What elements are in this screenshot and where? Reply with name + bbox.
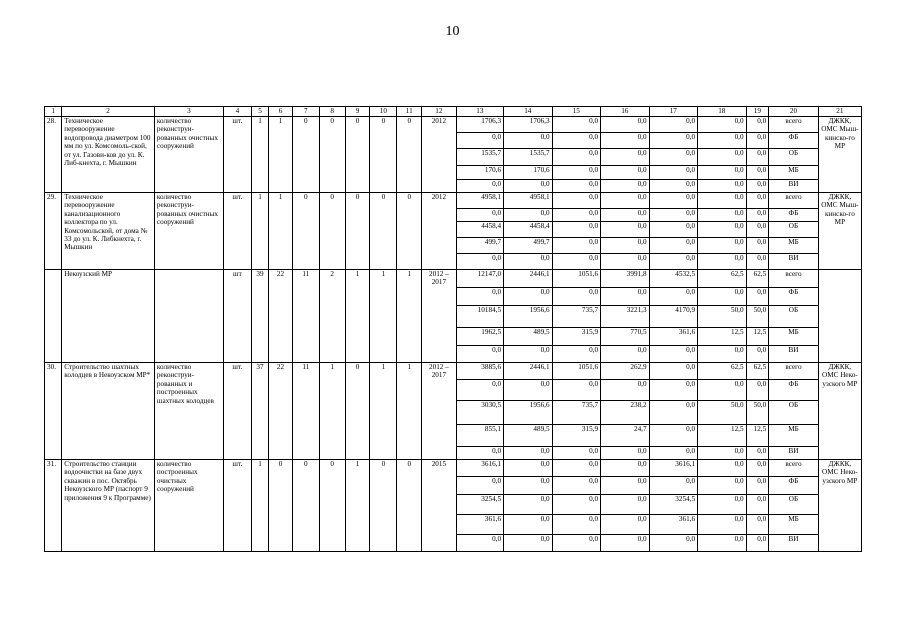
indicator-value: 2 <box>319 270 345 363</box>
amount-cell: 50,0 <box>746 401 769 425</box>
amount-cell: 1962,5 <box>456 328 503 346</box>
amount-cell: 0,0 <box>746 447 769 460</box>
funding-source: всего <box>769 270 819 288</box>
amount-cell: 1535,7 <box>456 149 503 166</box>
amount-cell: 3254,5 <box>649 495 698 515</box>
header-cell-13: 13 <box>456 107 503 117</box>
funding-source: ВИ <box>769 535 819 552</box>
item-number <box>45 270 62 363</box>
funding-source: МБ <box>769 328 819 346</box>
amount-cell: 62,5 <box>746 270 769 288</box>
amount-cell: 0,0 <box>649 238 698 254</box>
amount-cell: 315,9 <box>552 425 601 447</box>
amount-cell: 0,0 <box>456 209 503 222</box>
indicator-value: 0 <box>397 460 422 552</box>
indicator-value: 0 <box>292 117 319 193</box>
amount-cell: 1051,6 <box>552 363 601 380</box>
indicator-value: 1 <box>345 270 370 363</box>
unit: шт. <box>223 460 251 552</box>
amount-cell: 4958,1 <box>504 193 553 209</box>
amount-cell: 0,0 <box>456 133 503 149</box>
amount-cell: 0,0 <box>698 495 747 515</box>
item-number: 30. <box>45 363 62 460</box>
header-cell-9: 9 <box>345 107 370 117</box>
indicator-value: 1 <box>251 193 268 270</box>
amount-cell: 0,0 <box>601 447 650 460</box>
amount-cell: 0,0 <box>649 254 698 270</box>
amount-cell: 0,0 <box>504 495 553 515</box>
header-cell-20: 20 <box>769 107 819 117</box>
amount-cell: 0,0 <box>601 149 650 166</box>
indicator-value: 0 <box>345 363 370 460</box>
indicator-value: 0 <box>269 460 293 552</box>
amount-cell: 3616,1 <box>456 460 503 477</box>
amount-cell: 0,0 <box>456 477 503 495</box>
indicator-value: 1 <box>345 460 370 552</box>
amount-cell: 0,0 <box>552 209 601 222</box>
year: 2012 <box>422 193 456 270</box>
amount-cell: 0,0 <box>552 133 601 149</box>
amount-cell: 0,0 <box>649 117 698 133</box>
amount-cell: 0,0 <box>601 209 650 222</box>
indicator-value: 0 <box>370 117 397 193</box>
amount-cell: 0,0 <box>746 149 769 166</box>
executor <box>818 270 861 363</box>
measure-name: Техническое перевооружение водопровода диаметром 100 мм по ул. Комсомоль-ской, от ул. Газови-ков до ул. К. Либ-кнехта, г. Мышкин <box>62 117 155 193</box>
amount-cell: 0,0 <box>504 288 553 306</box>
amount-cell: 489,5 <box>504 425 553 447</box>
indicator-value: 1 <box>397 270 422 363</box>
table-row <box>45 193 862 209</box>
amount-cell: 0,0 <box>649 180 698 193</box>
amount-cell: 0,0 <box>746 238 769 254</box>
amount-cell: 0,0 <box>601 460 650 477</box>
funding-source: ФБ <box>769 209 819 222</box>
amount-cell: 4170,9 <box>649 306 698 328</box>
amount-cell: 0,0 <box>698 346 747 363</box>
funding-source: ФБ <box>769 380 819 401</box>
amount-cell: 2446,1 <box>504 270 553 288</box>
amount-cell: 1706,3 <box>504 117 553 133</box>
indicator-value: 0 <box>397 117 422 193</box>
amount-cell: 0,0 <box>649 166 698 180</box>
header-cell-11: 11 <box>397 107 422 117</box>
amount-cell: 0,0 <box>601 222 650 238</box>
indicator-value: 1 <box>370 270 397 363</box>
unit: шт. <box>223 363 251 460</box>
indicator-name <box>154 270 223 363</box>
indicator-value: 0 <box>370 193 397 270</box>
funding-source: ОБ <box>769 306 819 328</box>
amount-cell: 0,0 <box>552 380 601 401</box>
amount-cell: 0,0 <box>649 346 698 363</box>
amount-cell: 3616,1 <box>649 460 698 477</box>
header-cell-14: 14 <box>504 107 553 117</box>
header-row <box>45 107 862 117</box>
amount-cell: 735,7 <box>552 401 601 425</box>
amount-cell: 0,0 <box>456 447 503 460</box>
funding-source: всего <box>769 363 819 380</box>
amount-cell: 3885,6 <box>456 363 503 380</box>
header-cell-5: 5 <box>251 107 268 117</box>
amount-cell: 0,0 <box>601 166 650 180</box>
measure-name: Техническое перевооружение канализационного коллектора по ул. Комсомольской, от дома № 33 до ул. К. Либкнехта, г. Мышкин <box>62 193 155 270</box>
funding-source: ОБ <box>769 401 819 425</box>
indicator-value: 1 <box>269 193 293 270</box>
amount-cell: 12147,0 <box>456 270 503 288</box>
amount-cell: 0,0 <box>698 238 747 254</box>
amount-cell: 0,0 <box>698 133 747 149</box>
amount-cell: 0,0 <box>456 254 503 270</box>
header-cell-2: 2 <box>62 107 155 117</box>
table-row <box>45 117 862 133</box>
amount-cell: 0,0 <box>698 515 747 535</box>
amount-cell: 4958,1 <box>456 193 503 209</box>
table-row <box>45 363 862 380</box>
indicator-value: 0 <box>319 117 345 193</box>
amount-cell: 0,0 <box>601 495 650 515</box>
amount-cell: 0,0 <box>698 447 747 460</box>
indicator-value: 39 <box>251 270 268 363</box>
amount-cell: 0,0 <box>601 515 650 535</box>
amount-cell: 0,0 <box>698 193 747 209</box>
year: 2015 <box>422 460 456 552</box>
unit: шт. <box>223 193 251 270</box>
header-cell-16: 16 <box>601 107 650 117</box>
amount-cell: 0,0 <box>746 460 769 477</box>
measure-name: Некоузский МР <box>62 270 155 363</box>
funding-source: всего <box>769 460 819 477</box>
unit: шт. <box>223 117 251 193</box>
header-cell-18: 18 <box>698 107 747 117</box>
indicator-value: 1 <box>370 363 397 460</box>
amount-cell: 0,0 <box>649 363 698 380</box>
amount-cell: 0,0 <box>698 209 747 222</box>
amount-cell: 4458,4 <box>504 222 553 238</box>
amount-cell: 0,0 <box>649 193 698 209</box>
amount-cell: 4532,5 <box>649 270 698 288</box>
funding-source: всего <box>769 117 819 133</box>
amount-cell: 0,0 <box>552 477 601 495</box>
amount-cell: 0,0 <box>649 447 698 460</box>
indicator-value: 1 <box>251 117 268 193</box>
amount-cell: 0,0 <box>746 346 769 363</box>
amount-cell: 0,0 <box>504 380 553 401</box>
funding-source: ОБ <box>769 149 819 166</box>
header-cell-10: 10 <box>370 107 397 117</box>
amount-cell: 0,0 <box>746 477 769 495</box>
funding-source: ОБ <box>769 495 819 515</box>
amount-cell: 0,0 <box>601 254 650 270</box>
amount-cell: 0,0 <box>504 254 553 270</box>
amount-cell: 0,0 <box>601 288 650 306</box>
header-cell-3: 3 <box>154 107 223 117</box>
amount-cell: 361,6 <box>456 515 503 535</box>
header-cell-1: 1 <box>45 107 62 117</box>
amount-cell: 3221,3 <box>601 306 650 328</box>
amount-cell: 0,0 <box>456 288 503 306</box>
amount-cell: 0,0 <box>698 380 747 401</box>
item-number: 29. <box>45 193 62 270</box>
amount-cell: 170,6 <box>504 166 553 180</box>
amount-cell: 0,0 <box>552 149 601 166</box>
amount-cell: 0,0 <box>698 477 747 495</box>
amount-cell: 50,0 <box>698 401 747 425</box>
amount-cell: 0,0 <box>601 238 650 254</box>
amount-cell: 0,0 <box>456 535 503 552</box>
funding-source: МБ <box>769 238 819 254</box>
item-number: 31. <box>45 460 62 552</box>
amount-cell: 0,0 <box>601 380 650 401</box>
amount-cell: 0,0 <box>698 460 747 477</box>
table-body <box>45 117 862 552</box>
amount-cell: 1956,6 <box>504 401 553 425</box>
amount-cell: 12,5 <box>746 328 769 346</box>
amount-cell: 0,0 <box>504 180 553 193</box>
amount-cell: 0,0 <box>552 346 601 363</box>
funding-source: ФБ <box>769 288 819 306</box>
funding-source: ФБ <box>769 477 819 495</box>
amount-cell: 4458,4 <box>456 222 503 238</box>
amount-cell: 0,0 <box>504 477 553 495</box>
amount-cell: 0,0 <box>698 254 747 270</box>
item-number: 28. <box>45 117 62 193</box>
indicator-value: 0 <box>292 193 319 270</box>
amount-cell: 262,9 <box>601 363 650 380</box>
header-cell-7: 7 <box>292 107 319 117</box>
amount-cell: 0,0 <box>649 380 698 401</box>
header-cell-17: 17 <box>649 107 698 117</box>
amount-cell: 0,0 <box>698 180 747 193</box>
indicator-value: 11 <box>292 363 319 460</box>
amount-cell: 0,0 <box>649 222 698 238</box>
amount-cell: 0,0 <box>601 133 650 149</box>
indicator-value: 37 <box>251 363 268 460</box>
amount-cell: 0,0 <box>649 425 698 447</box>
amount-cell: 499,7 <box>456 238 503 254</box>
amount-cell: 0,0 <box>746 133 769 149</box>
indicator-value: 11 <box>292 270 319 363</box>
funding-source: МБ <box>769 166 819 180</box>
amount-cell: 24,7 <box>601 425 650 447</box>
amount-cell: 0,0 <box>504 209 553 222</box>
executor: ДЖКК, ОМС Неко-узского МР <box>818 363 861 460</box>
amount-cell: 0,0 <box>552 166 601 180</box>
amount-cell: 62,5 <box>746 363 769 380</box>
amount-cell: 0,0 <box>746 515 769 535</box>
amount-cell: 0,0 <box>456 380 503 401</box>
indicator-value: 0 <box>345 117 370 193</box>
amount-cell: 3254,5 <box>456 495 503 515</box>
amount-cell: 499,7 <box>504 238 553 254</box>
amount-cell: 0,0 <box>601 193 650 209</box>
amount-cell: 0,0 <box>649 401 698 425</box>
amount-cell: 0,0 <box>746 495 769 515</box>
indicator-value: 1 <box>269 117 293 193</box>
funding-source: ФБ <box>769 133 819 149</box>
amount-cell: 0,0 <box>746 166 769 180</box>
funding-source: ВИ <box>769 447 819 460</box>
amount-cell: 0,0 <box>504 535 553 552</box>
amount-cell: 0,0 <box>552 460 601 477</box>
amount-cell: 0,0 <box>698 166 747 180</box>
amount-cell: 0,0 <box>552 238 601 254</box>
amount-cell: 0,0 <box>746 288 769 306</box>
amount-cell: 50,0 <box>698 306 747 328</box>
amount-cell: 0,0 <box>456 346 503 363</box>
amount-cell: 0,0 <box>552 288 601 306</box>
amount-cell: 12,5 <box>746 425 769 447</box>
amount-cell: 12,5 <box>698 328 747 346</box>
amount-cell: 770,5 <box>601 328 650 346</box>
amount-cell: 0,0 <box>698 149 747 166</box>
indicator-value: 0 <box>370 460 397 552</box>
amount-cell: 0,0 <box>746 254 769 270</box>
amount-cell: 0,0 <box>746 222 769 238</box>
measure-name: Строительство шахтных колодцев в Некоузском МР* <box>62 363 155 460</box>
amount-cell: 0,0 <box>698 117 747 133</box>
unit: шт <box>223 270 251 363</box>
executor: ДЖКК, ОМС Мыш-кинско-го МР <box>818 117 861 193</box>
amount-cell: 0,0 <box>552 447 601 460</box>
indicator-value: 0 <box>345 193 370 270</box>
amount-cell: 0,0 <box>746 180 769 193</box>
amount-cell: 0,0 <box>552 535 601 552</box>
amount-cell: 1706,3 <box>456 117 503 133</box>
amount-cell: 361,6 <box>649 515 698 535</box>
amount-cell: 0,0 <box>649 149 698 166</box>
indicator-value: 22 <box>269 363 293 460</box>
year: 2012 – 2017 <box>422 270 456 363</box>
indicator-value: 1 <box>251 460 268 552</box>
amount-cell: 0,0 <box>649 288 698 306</box>
amount-cell: 0,0 <box>552 495 601 515</box>
amount-cell: 0,0 <box>601 535 650 552</box>
amount-cell: 361,6 <box>649 328 698 346</box>
funding-source: МБ <box>769 515 819 535</box>
amount-cell: 0,0 <box>649 535 698 552</box>
amount-cell: 0,0 <box>601 346 650 363</box>
indicator-value: 1 <box>397 363 422 460</box>
amount-cell: 0,0 <box>649 209 698 222</box>
header-cell-8: 8 <box>319 107 345 117</box>
amount-cell: 0,0 <box>504 447 553 460</box>
indicator-value: 0 <box>319 460 345 552</box>
year: 2012 – 2017 <box>422 363 456 460</box>
indicator-value: 1 <box>319 363 345 460</box>
amount-cell: 0,0 <box>552 193 601 209</box>
funding-source: ВИ <box>769 254 819 270</box>
amount-cell: 0,0 <box>649 477 698 495</box>
measure-name: Строительство станции водоочистки на базе двух скважин в пос. Октябрь Некоузского МР (паспорт 9 приложения 9 к Программе) <box>62 460 155 552</box>
amount-cell: 3030,5 <box>456 401 503 425</box>
table-row <box>45 460 862 477</box>
header-cell-6: 6 <box>269 107 293 117</box>
program-table <box>44 106 862 552</box>
year: 2012 <box>422 117 456 193</box>
amount-cell: 0,0 <box>504 515 553 535</box>
amount-cell: 62,5 <box>698 363 747 380</box>
indicator-name: количество реконструи-рованных и построенных шахтных колодцев <box>154 363 223 460</box>
amount-cell: 0,0 <box>649 133 698 149</box>
amount-cell: 855,1 <box>456 425 503 447</box>
indicator-name: количество реконструи-рованных очистных сооружений <box>154 193 223 270</box>
amount-cell: 1535,7 <box>504 149 553 166</box>
amount-cell: 0,0 <box>601 477 650 495</box>
amount-cell: 0,0 <box>746 380 769 401</box>
amount-cell: 10184,5 <box>456 306 503 328</box>
amount-cell: 1051,6 <box>552 270 601 288</box>
header-cell-21: 21 <box>818 107 861 117</box>
amount-cell: 0,0 <box>601 117 650 133</box>
amount-cell: 0,0 <box>698 288 747 306</box>
amount-cell: 0,0 <box>504 346 553 363</box>
amount-cell: 0,0 <box>746 209 769 222</box>
table-row <box>45 270 862 288</box>
amount-cell: 0,0 <box>746 193 769 209</box>
amount-cell: 315,9 <box>552 328 601 346</box>
indicator-value: 0 <box>319 193 345 270</box>
amount-cell: 238,2 <box>601 401 650 425</box>
page-number: 10 <box>445 24 460 39</box>
amount-cell: 0,0 <box>746 535 769 552</box>
funding-source: МБ <box>769 425 819 447</box>
amount-cell: 0,0 <box>552 180 601 193</box>
amount-cell: 0,0 <box>456 180 503 193</box>
amount-cell: 0,0 <box>552 254 601 270</box>
amount-cell: 0,0 <box>504 133 553 149</box>
indicator-name: количество реконструи-рованных очистных сооружений <box>154 117 223 193</box>
indicator-value: 0 <box>397 193 422 270</box>
amount-cell: 1956,6 <box>504 306 553 328</box>
executor: ДЖКК, ОМС Неко-узского МР <box>818 460 861 552</box>
funding-source: ОБ <box>769 222 819 238</box>
indicator-value: 22 <box>269 270 293 363</box>
header-cell-19: 19 <box>746 107 769 117</box>
amount-cell: 0,0 <box>698 222 747 238</box>
amount-cell: 0,0 <box>552 117 601 133</box>
amount-cell: 0,0 <box>504 460 553 477</box>
indicator-value: 0 <box>292 460 319 552</box>
amount-cell: 50,0 <box>746 306 769 328</box>
amount-cell: 0,0 <box>601 180 650 193</box>
amount-cell: 0,0 <box>746 117 769 133</box>
funding-source: всего <box>769 193 819 209</box>
executor: ДЖКК, ОМС Мыш-кинско-го МР <box>818 193 861 270</box>
header-cell-15: 15 <box>552 107 601 117</box>
amount-cell: 2446,1 <box>504 363 553 380</box>
amount-cell: 3991,8 <box>601 270 650 288</box>
funding-source: ВИ <box>769 346 819 363</box>
amount-cell: 170,6 <box>456 166 503 180</box>
amount-cell: 0,0 <box>698 535 747 552</box>
amount-cell: 0,0 <box>552 515 601 535</box>
header-cell-4: 4 <box>223 107 251 117</box>
amount-cell: 0,0 <box>552 222 601 238</box>
amount-cell: 62,5 <box>698 270 747 288</box>
amount-cell: 489,5 <box>504 328 553 346</box>
funding-source: ВИ <box>769 180 819 193</box>
indicator-name: количество построенных очистных сооружений <box>154 460 223 552</box>
amount-cell: 735,7 <box>552 306 601 328</box>
header-cell-12: 12 <box>422 107 456 117</box>
amount-cell: 12,5 <box>698 425 747 447</box>
